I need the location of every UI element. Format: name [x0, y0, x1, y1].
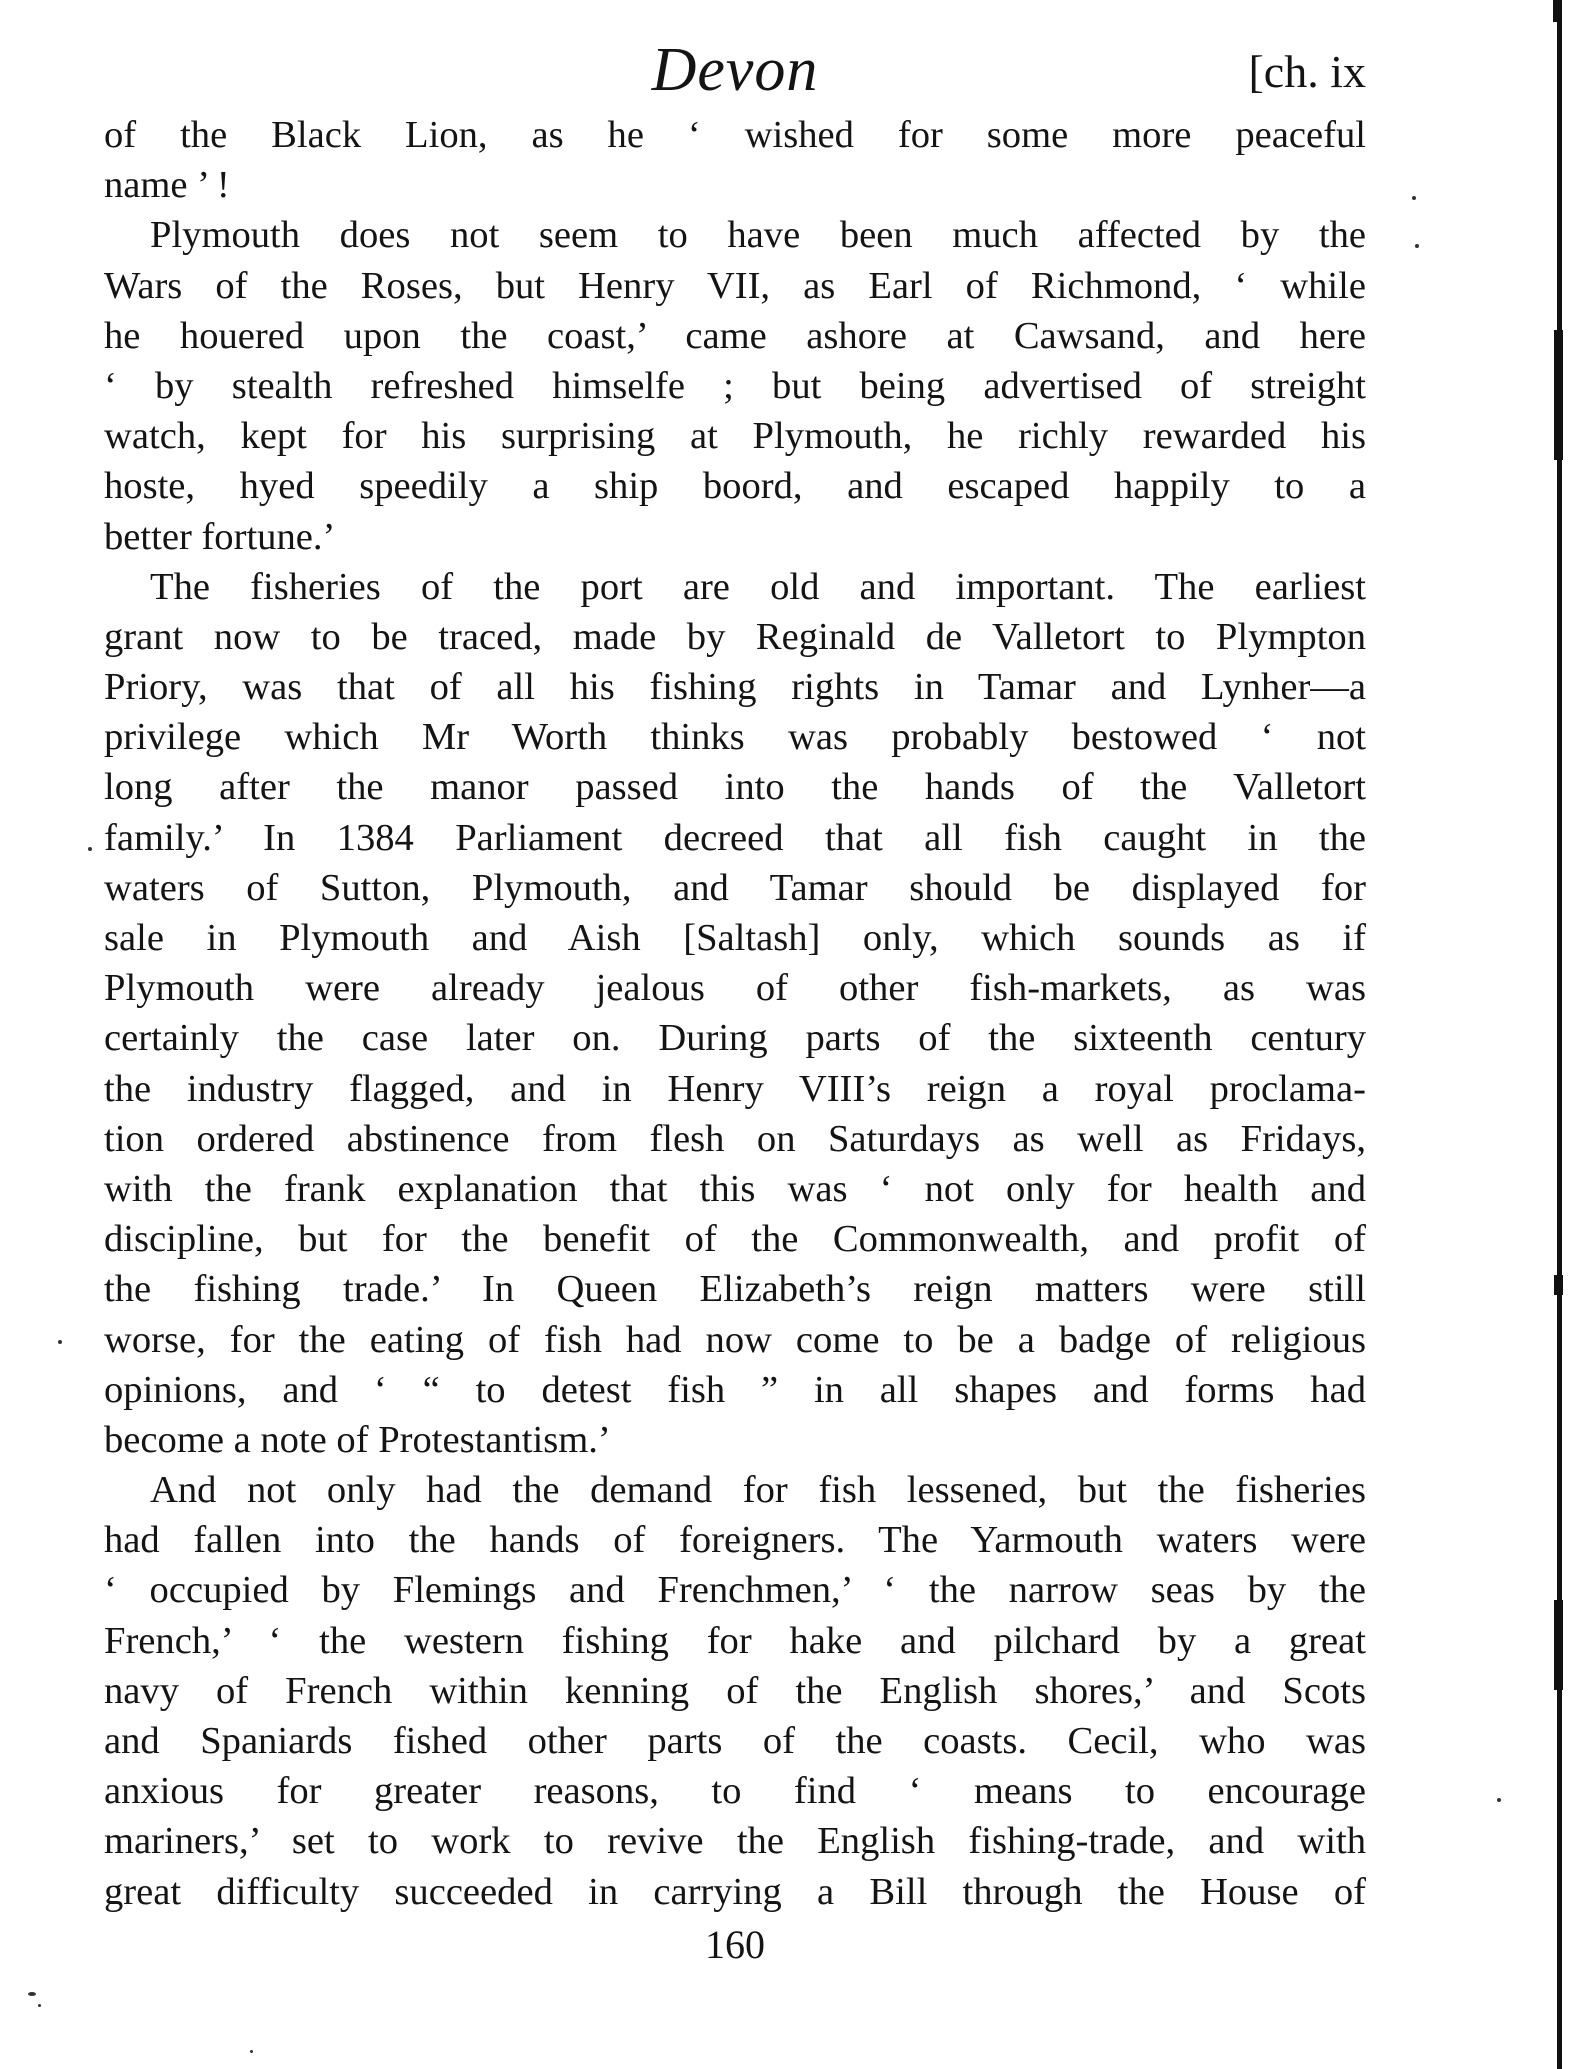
text-line: long after the manor passed into the hands of the Valletort	[104, 766, 1366, 809]
text-line: navy of French within kenning of the English shores,’ and Scots	[104, 1669, 1366, 1712]
text-line: The fisheries of the port are old and important. The earliest	[150, 565, 1366, 608]
text-line: had fallen into the hands of foreigners. The Yarmouth waters were	[104, 1519, 1366, 1562]
text-line: and Spaniards fished other parts of the coasts. Cecil, who was	[104, 1720, 1366, 1762]
page-number: 160	[705, 1922, 765, 1967]
paragraph	[104, 562, 1366, 1465]
scan-edge-mark	[1554, 1275, 1563, 1295]
text-line: the fishing trade.’ In Queen Elizabeth’s reign matters were still	[104, 1268, 1366, 1311]
chapter-reference: [ch. ix	[1248, 46, 1366, 97]
paragraph	[104, 110, 1366, 210]
text-line: anxious for greater reasons, to find ‘ means to encourage	[104, 1770, 1366, 1813]
text-line: name ’ !	[104, 164, 230, 207]
text-line: opinions, and ‘ “ to detest fish ” in all shapes and forms had	[104, 1368, 1366, 1411]
text-line: waters of Sutton, Plymouth, and Tamar should be displayed for	[104, 866, 1366, 909]
text-line: of the Black Lion, as he ‘ wished for some more peaceful	[104, 114, 1366, 156]
text-line: ‘ by stealth refreshed himselfe ; but being advertised of streight	[104, 364, 1366, 407]
text-line: Wars of the Roses, but Henry VII, as Earl of Richmond, ‘ while	[104, 264, 1366, 307]
running-title: Devon	[651, 36, 819, 104]
text-line: discipline, but for the benefit of the Commonwealth, and profit of	[104, 1218, 1366, 1261]
text-line: Priory, was that of all his fishing rights in Tamar and Lynher—a	[104, 666, 1366, 709]
text-line: mariners,’ set to work to revive the English fishing-trade, and with	[104, 1820, 1366, 1863]
text-line: tion ordered abstinence from flesh on Saturdays as well as Fridays,	[104, 1117, 1366, 1160]
scan-speck	[28, 1992, 36, 1996]
text-line: Plymouth does not seem to have been much affected by the	[150, 214, 1366, 257]
text-line: And not only had the demand for fish lessened, but the fisheries	[150, 1469, 1366, 1512]
text-line: Plymouth were already jealous of other fish-markets, as was	[104, 967, 1366, 1010]
text-line: sale in Plymouth and Aish [Saltash] only, which sounds as if	[104, 917, 1366, 959]
body-text	[104, 110, 1366, 1917]
text-line: privilege which Mr Worth thinks was probably bestowed ‘ not	[104, 716, 1366, 759]
scan-speck	[250, 2050, 253, 2053]
running-head	[104, 30, 1366, 110]
scan-speck	[1412, 196, 1416, 200]
text-line: great difficulty succeeded in carrying a Bill through the House of	[104, 1870, 1366, 1913]
text-line: grant now to be traced, made by Reginald de Valletort to Plympton	[104, 615, 1366, 658]
text-line: certainly the case later on. During parts of the sixteenth century	[104, 1017, 1366, 1060]
text-line: watch, kept for his surprising at Plymouth, he richly rewarded his	[104, 415, 1366, 458]
text-line: better fortune.’	[104, 515, 336, 558]
paragraph	[104, 1465, 1366, 1917]
text-line: family.’ In 1384 Parliament decreed that all fish caught in the	[104, 816, 1366, 859]
scan-speck	[38, 2004, 41, 2007]
scan-speck	[58, 1340, 62, 1344]
text-line: worse, for the eating of fish had now come to be a badge of religious	[104, 1318, 1366, 1361]
text-line: with the frank explanation that this was ‘ not only for health and	[104, 1167, 1366, 1210]
scan-edge-rule	[1557, 0, 1562, 2069]
text-line: he houered upon the coast,’ came ashore at Cawsand, and here	[104, 314, 1366, 357]
text-line: hoste, hyed speedily a ship boord, and escaped happily to a	[104, 465, 1366, 508]
scan-edge-mark	[1554, 330, 1563, 460]
scan-speck	[1415, 244, 1419, 248]
scan-speck	[88, 847, 92, 851]
scan-edge-mark	[1553, 0, 1561, 22]
paragraph	[104, 210, 1366, 561]
text-line: become a note of Protestantism.’	[104, 1418, 611, 1461]
scan-edge-mark	[1554, 1600, 1563, 1690]
scan-speck	[1497, 1798, 1501, 1802]
text-line: the industry flagged, and in Henry VIII’s reign a royal proclama-	[104, 1067, 1366, 1110]
text-line: French,’ ‘ the western fishing for hake and pilchard by a great	[104, 1619, 1366, 1662]
text-line: ‘ occupied by Flemings and Frenchmen,’ ‘ the narrow seas by the	[104, 1569, 1366, 1612]
